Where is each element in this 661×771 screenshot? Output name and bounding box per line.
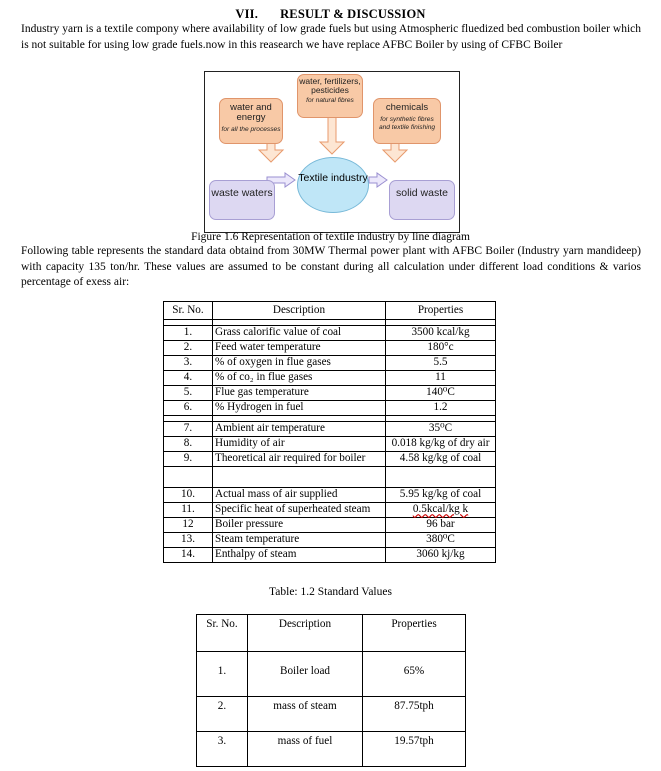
section-title: RESULT & DISCUSSION — [280, 7, 426, 21]
header-description: Description — [213, 302, 386, 320]
table-header-row — [164, 302, 496, 320]
table-row: 11. Specific heat of superheated steam 0.5kcal/kg k — [164, 503, 496, 518]
table-row: 6. % Hydrogen in fuel 1.2 — [164, 401, 496, 416]
header-sr-no: Sr. No. — [164, 302, 213, 320]
figure-caption: Figure 1.6 Representation of textile industry by line diagram — [191, 231, 470, 243]
table-row: 9. Theoretical air required for boiler 4.58 kg/kg of coal — [164, 452, 496, 467]
table-caption: Table: 1.2 Standard Values — [269, 586, 392, 598]
table-row: 7. Ambient air temperature 35⁰C — [164, 422, 496, 437]
table-row: 1. Boiler load 65% — [197, 652, 466, 697]
table-row: 5. Flue gas temperature 140⁰C — [164, 386, 496, 401]
header-properties: Properties — [386, 302, 496, 320]
solid-waste-box: solid waste — [389, 180, 455, 220]
fertilizers-box: water, fertilizers, pesticides for natural fibres — [297, 74, 363, 118]
textile-industry-node: Textile industry — [297, 157, 369, 213]
table-row: 3. mass of fuel 19.57tph — [197, 732, 466, 767]
intro-paragraph: Industry yarn is a textile compony where availability of low grade fuels but using Atmospheric fluedized bed combustion boiler which is not suitable for using low grade fuels.now in this reasearch we have replace AFBC Boiler by using of CFBC Boiler — [21, 23, 641, 51]
header-description: Description — [248, 615, 363, 652]
table-row: 13. Steam temperature 380⁰C — [164, 533, 496, 548]
table-row: 3. % of oxygen in flue gases 5.5 — [164, 356, 496, 371]
section-heading — [0, 7, 661, 22]
waste-waters-box: waste waters — [209, 180, 275, 220]
table-row: 4. % of co₂ in flue gases 11 — [164, 371, 496, 386]
table-row: 8. Humidity of air 0.018 kg/kg of dry air — [164, 437, 496, 452]
spellcheck-value: 0.5kcal/kg k — [412, 503, 469, 516]
standard-data-table — [163, 301, 496, 563]
table-row: 10. Actual mass of air supplied 5.95 kg/kg of coal — [164, 488, 496, 503]
table-intro-paragraph: Following table represents the standard data obtaind from 30MW Thermal power plant with AFBC Boiler (Industry yarn mandideep) with capacity 135 ton/hr. These values are assumed to be constant during all calculation under different load conditions & varios percentage of exess air: — [21, 245, 641, 288]
section-number: VII. — [235, 7, 259, 21]
header-properties: Properties — [363, 615, 466, 652]
water-energy-box: water and energy for all the processes — [219, 98, 283, 144]
arrow-fertilizers — [320, 116, 344, 154]
table-row: 2. Feed water temperature 180°c — [164, 341, 496, 356]
table-spacer — [164, 467, 496, 488]
table-row: 1. Grass calorific value of coal 3500 kcal/kg — [164, 326, 496, 341]
chemicals-box: chemicals for synthetic fibres and textile finishing — [373, 98, 441, 144]
table-header-row — [197, 615, 466, 652]
load-results-table — [196, 614, 466, 767]
arrow-solid-waste — [369, 173, 387, 187]
table-row: 2. mass of steam 87.75tph — [197, 697, 466, 732]
table-row: 12 Boiler pressure 96 bar — [164, 518, 496, 533]
textile-industry-diagram — [204, 71, 460, 233]
table-row: 14. Enthalpy of steam 3060 kj/kg — [164, 548, 496, 563]
header-sr-no: Sr. No. — [197, 615, 248, 652]
